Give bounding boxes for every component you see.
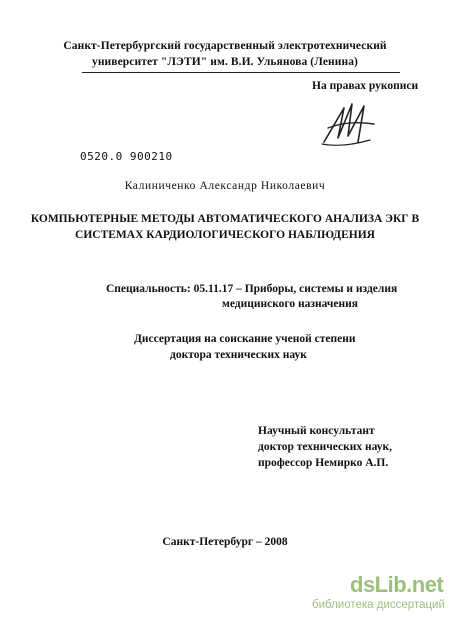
manuscript-rights-note: На правах рукописи — [312, 80, 419, 92]
consultant-line-1: Научный консультант — [258, 425, 375, 437]
city-year: Санкт-Петербург – 2008 — [162, 536, 288, 548]
specialty-line-1: Специальность: 05.11.17 – Приборы, системы и изделия — [106, 283, 398, 295]
title-line-1: КОМПЬЮТЕРНЫЕ МЕТОДЫ АВТОМАТИЧЕСКОГО АНАЛИЗА ЭКГ В — [30, 213, 420, 225]
specialty-line-2: медицинского назначения — [222, 298, 358, 310]
degree-line-1: Диссертация на соискание ученой степени — [134, 333, 356, 345]
consultant-line-2: доктор технических наук, — [258, 441, 392, 453]
university-line-2: университет "ЛЭТИ" им. В.И. Ульянова (Ленина) — [91, 56, 358, 68]
consultant-line-3: профессор Немирко А.П. — [258, 457, 389, 469]
catalog-number: 0520.0 900210 — [80, 150, 173, 163]
signature-icon — [318, 98, 378, 150]
header-divider — [82, 72, 400, 73]
degree-line-2: доктора технических наук — [170, 349, 307, 361]
watermark-tagline: библиотека диссертаций — [312, 599, 445, 611]
watermark[interactable] — [312, 572, 444, 616]
university-header — [0, 38, 450, 70]
title-line-2: СИСТЕМАХ КАРДИОЛОГИЧЕСКОГО НАБЛЮДЕНИЯ — [75, 229, 375, 241]
author-name: Калиниченко Александр Николаевич — [124, 180, 326, 192]
specialty — [106, 282, 397, 312]
watermark-logo[interactable]: dsLib.net — [350, 572, 444, 597]
dissertation-title — [0, 211, 450, 243]
scientific-consultant — [258, 423, 392, 471]
university-line-1: Санкт-Петербургский государственный электротехнический — [63, 40, 387, 52]
dissertation-degree — [134, 331, 355, 363]
